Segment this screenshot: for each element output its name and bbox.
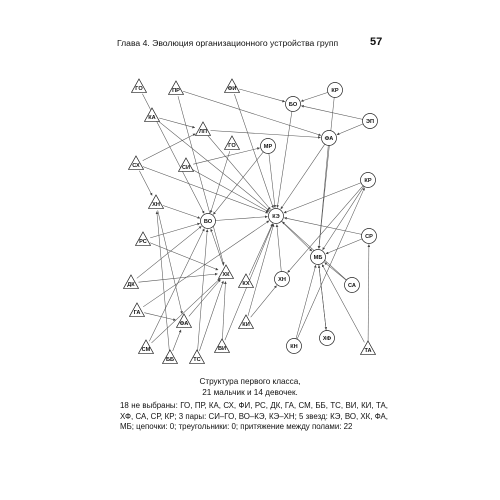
sociogram-edge [297, 188, 364, 339]
sociogram-node [132, 79, 147, 93]
sociogram-edge [301, 92, 328, 101]
sociogram-node-label: ТС [193, 357, 201, 363]
sociogram-edge [319, 146, 329, 249]
sociogram-node [124, 275, 139, 289]
sociogram-edge [277, 225, 282, 272]
sociogram-node-label: ТА [364, 348, 372, 354]
sociogram-node [287, 339, 302, 354]
sociogram-node-label: СИ [181, 165, 191, 171]
sociogram-edge [150, 223, 200, 238]
sociogram-node [311, 250, 326, 265]
sociogram-node-label: ГО [135, 86, 143, 92]
sociogram-edge [173, 330, 181, 351]
sociogram-node [362, 229, 377, 244]
sociogram-edge [296, 265, 316, 339]
sociogram-node-label: БО [288, 102, 298, 108]
sociogram-edge [139, 274, 218, 282]
sociogram-node [149, 195, 164, 209]
sociogram-node [328, 83, 343, 98]
figure-caption-line-1: Структура первого класса, [199, 377, 301, 386]
sociogram-node [239, 315, 254, 329]
sociogram-node-label: ЛП [199, 129, 207, 135]
sociogram-node [225, 79, 240, 93]
sociogram-node [363, 114, 378, 129]
figure-caption-line-2: 21 мальчик и 14 девочек. [202, 388, 298, 397]
sociogram-edge [193, 170, 269, 212]
sociogram-node [196, 122, 211, 136]
sociogram-node-label: МБ [313, 255, 323, 261]
sociogram-node-label: ВИ [217, 346, 227, 352]
sociogram-node-label: ХФ [322, 336, 332, 342]
sociogram-node-label: ФА [179, 321, 189, 327]
sociogram-node [139, 340, 154, 354]
sociogram-node-label: КР [331, 88, 339, 94]
sociogram-node-label: ХН [152, 202, 160, 208]
sociogram-node-label: ПР [172, 88, 180, 94]
sociogram-node-label: ХК [222, 272, 230, 278]
sociogram-node [286, 97, 301, 112]
sociogram-node-label: КА [148, 115, 156, 121]
sociogram-node [163, 350, 178, 364]
sociogram-node [361, 173, 376, 188]
sociogram-node-label: ГО [228, 143, 236, 149]
sociogram-node [145, 108, 160, 122]
sociogram-node-label: СМ [141, 347, 151, 353]
sociogram-edge [319, 265, 326, 330]
sociogram-edge [323, 186, 364, 250]
sociogram-edge [269, 154, 275, 208]
sociogram-node-label: КИ [242, 322, 250, 328]
sociogram-node [130, 303, 145, 317]
sociogram-node-label: КН [290, 344, 298, 350]
sociogram-edge [211, 151, 230, 213]
sociogram-edge [337, 124, 363, 135]
sociogram-node-label: ФИ [227, 86, 237, 92]
sociogram-node-label: СР [365, 234, 373, 240]
sociogram-edge [222, 282, 225, 340]
sociogram-node [190, 350, 205, 364]
sociogram-node [169, 81, 184, 95]
sociogram-node-label: ЭП [365, 119, 375, 125]
sociogram-edge [163, 206, 200, 219]
sociogram-edge [239, 89, 285, 102]
sociogram-node [320, 331, 335, 346]
sociogram-node [322, 131, 337, 146]
sociogram-node-label: РС [139, 239, 147, 245]
sociogram-node [361, 341, 376, 355]
sociogram-node-label: ФА [324, 136, 334, 142]
sociogram-node-label: КХ [242, 281, 250, 287]
sociogram-node-label: КР [364, 178, 372, 184]
sociogram-edge [211, 131, 321, 138]
sociogram-edge [149, 229, 204, 342]
sociogram-nodes [124, 79, 378, 364]
sociogram-edge [368, 245, 369, 342]
sociogram-edge [158, 121, 270, 211]
sociogram-node-label: ББ [165, 357, 175, 363]
sociogram-edge [249, 224, 272, 276]
sociogram-node-label: ДК [127, 282, 135, 288]
sociogram-edge [325, 262, 347, 280]
sociogram-node-label: МР [263, 144, 273, 150]
sociogram-edge [248, 224, 274, 316]
sociogram-edge [143, 221, 269, 307]
sociogram-edge [137, 226, 202, 278]
sociogram-node-label: ГА [133, 310, 141, 316]
sociogram-node [275, 272, 290, 287]
sociogram-edge [211, 229, 224, 266]
sociogram-edge [189, 280, 221, 317]
sociogram-edge [152, 279, 220, 343]
sociogram-node [201, 214, 216, 229]
sociogram-node [225, 136, 240, 150]
sociogram-edge [281, 221, 312, 251]
sociogram-node [261, 139, 276, 154]
sociogram-node [269, 209, 284, 224]
sociogram-node-label: СХ [132, 163, 140, 169]
sociogram-node-label: СА [348, 283, 356, 289]
sociogram-node [136, 232, 151, 246]
sociogram-node [345, 278, 360, 293]
sociogram-edge [139, 171, 152, 196]
sociogram-node [129, 156, 144, 170]
sociogram-edge [326, 239, 362, 254]
sociogram-node [179, 158, 194, 172]
sociogram-edge [143, 134, 196, 161]
sociogram-edge [199, 281, 223, 351]
sociogram-edge [216, 217, 268, 221]
sociogram-node-label: ХН [278, 277, 286, 283]
sociogram-statistics: 18 не выбраны: ГО, ПР, КА, СХ, ФИ, РС, ДК, ГА, СМ, ББ, ТС, ВИ, КИ, ТА, ХФ, СА, СР, КР; 3 пары: СИ–ГО, ВО–КЭ, КЭ–ХН; 5 звезд: КЭ, ВО, ХК, ФА, МБ; цепочки: 0; треугольники: 0; притяжение между полами: 22 [120, 401, 388, 432]
running-header-title: Глава 4. Эволюция организационного устройства групп [117, 38, 339, 48]
sociogram-node-label: ВО [203, 219, 213, 225]
sociogram-edge [251, 286, 277, 318]
sociogram-edge [277, 111, 292, 207]
sociogram-node [215, 339, 230, 353]
sociogram-node [219, 265, 234, 279]
sociogram-node-label: КЭ [272, 214, 280, 220]
page-number: 57 [370, 36, 383, 48]
